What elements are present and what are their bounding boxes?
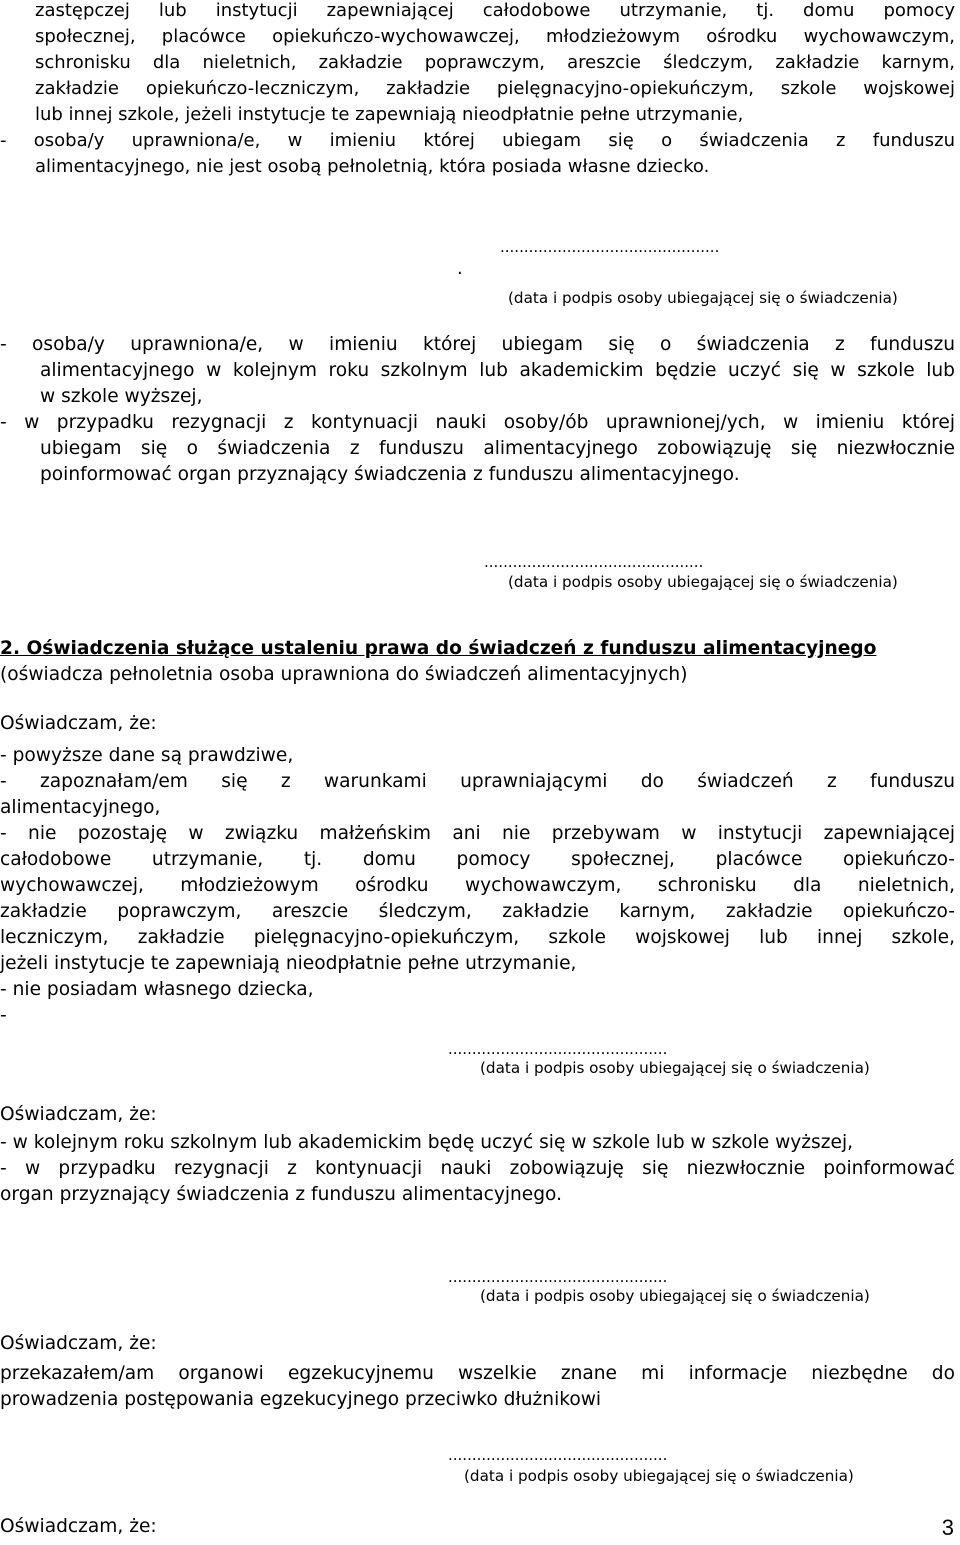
text-line: zakładzie opiekuńczo-leczniczym, zakładzie pielęgnacyjno-opiekuńczym, szkole wojskowej bbox=[35, 78, 955, 99]
list-item: organ przyznający świadczenia z funduszu alimentacyjnego. bbox=[0, 1184, 563, 1205]
list-item: - bbox=[0, 1005, 7, 1026]
text-line: - osoba/y uprawniona/e, w imieniu której ubiegam się o świadczenia z funduszu bbox=[0, 334, 955, 355]
text-line: schronisku dla nieletnich, zakładzie poprawczym, areszcie śledczym, zakładzie karnym, bbox=[35, 52, 955, 73]
declaration-label: Oświadczam, że: bbox=[0, 1104, 157, 1125]
signature-dots: .............................................. bbox=[448, 1446, 668, 1464]
text-line: - osoba/y uprawniona/e, w imieniu której ubiegam się o świadczenia z funduszu bbox=[0, 130, 955, 151]
list-item: - powyższe dane są prawdziwe, bbox=[0, 745, 294, 766]
text-line: przekazałem/am organowi egzekucyjnemu wszelkie znane mi informacje niezbędne do bbox=[0, 1363, 955, 1384]
signature-caption: (data i podpis osoby ubiegającej się o świadczenia) bbox=[480, 1287, 870, 1305]
signature-caption: (data i podpis osoby ubiegającej się o świadczenia) bbox=[508, 573, 898, 591]
list-item: zakładzie poprawczym, areszcie śledczym, zakładzie karnym, zakładzie opiekuńczo- bbox=[0, 901, 955, 922]
text-line: lub innej szkole, jeżeli instytucje te zapewniają nieodpłatnie pełne utrzymanie, bbox=[35, 104, 744, 125]
list-item: całodobowe utrzymanie, tj. domu pomocy społecznej, placówce opiekuńczo- bbox=[0, 849, 955, 870]
declaration-label: Oświadczam, że: bbox=[0, 713, 157, 734]
list-item: wychowawczej, młodzieżowym ośrodku wychowawczym, schronisku dla nieletnich, bbox=[0, 875, 955, 896]
text-line: poinformować organ przyznający świadczenia z funduszu alimentacyjnego. bbox=[40, 464, 740, 485]
list-item: alimentacyjnego, bbox=[0, 797, 161, 818]
signature-caption: (data i podpis osoby ubiegającej się o świadczenia) bbox=[464, 1467, 854, 1485]
signature-dots: .............................................. bbox=[484, 553, 704, 571]
text-line: alimentacyjnego w kolejnym roku szkolnym lub akademickim będzie uczyć się w szkole lub bbox=[40, 360, 955, 381]
signature-dots: .............................................. bbox=[448, 1040, 668, 1058]
text-line: prowadzenia postępowania egzekucyjnego przeciwko dłużnikowi bbox=[0, 1389, 602, 1410]
section-subheading: (oświadcza pełnoletnia osoba uprawniona do świadczeń alimentacyjnych) bbox=[0, 664, 688, 685]
declaration-label: Oświadczam, że: bbox=[0, 1516, 157, 1537]
text-line: społecznej, placówce opiekuńczo-wychowawczej, młodzieżowym ośrodku wychowawczym, bbox=[35, 26, 955, 47]
text-line: - w przypadku rezygnacji z kontynuacji nauki osoby/ób uprawnionej/ych, w imieniu której bbox=[0, 412, 955, 433]
text-line: zastępczej lub instytucji zapewniającej całodobowe utrzymanie, tj. domu pomocy bbox=[35, 0, 955, 21]
signature-caption: (data i podpis osoby ubiegającej się o świadczenia) bbox=[480, 1059, 870, 1077]
signature-dots: .............................................. bbox=[500, 238, 720, 256]
text-line: ubiegam się o świadczenia z funduszu alimentacyjnego zobowiązuję się niezwłocznie bbox=[40, 438, 955, 459]
list-item: - w kolejnym roku szkolnym lub akademickim będę uczyć się w szkole lub w szkole wyższej, bbox=[0, 1132, 854, 1153]
list-item: leczniczym, zakładzie pielęgnacyjno-opiekuńczym, szkole wojskowej lub innej szkole, bbox=[0, 927, 955, 948]
list-item: - zapoznałam/em się z warunkami uprawniającymi do świadczeń z funduszu bbox=[0, 771, 955, 792]
signature-caption: (data i podpis osoby ubiegającej się o świadczenia) bbox=[508, 289, 898, 307]
page-number: 3 bbox=[941, 1515, 954, 1540]
text-line: w szkole wyższej, bbox=[40, 386, 203, 407]
list-item: jeżeli instytucje te zapewniają nieodpłatnie pełne utrzymanie, bbox=[0, 953, 577, 974]
list-item: - nie posiadam własnego dziecka, bbox=[0, 979, 314, 1000]
section-heading: 2. Oświadczenia służące ustaleniu prawa do świadczeń z funduszu alimentacyjnego bbox=[0, 638, 877, 659]
stray-dot: . bbox=[457, 258, 463, 279]
list-item: - nie pozostaję w związku małżeńskim ani nie przebywam w instytucji zapewniającej bbox=[0, 823, 955, 844]
list-item: - w przypadku rezygnacji z kontynuacji nauki zobowiązuję się niezwłocznie poinformować bbox=[0, 1158, 955, 1179]
text-line: alimentacyjnego, nie jest osobą pełnoletnią, która posiada własne dziecko. bbox=[35, 156, 710, 177]
declaration-label: Oświadczam, że: bbox=[0, 1333, 157, 1354]
signature-dots: .............................................. bbox=[448, 1268, 668, 1286]
